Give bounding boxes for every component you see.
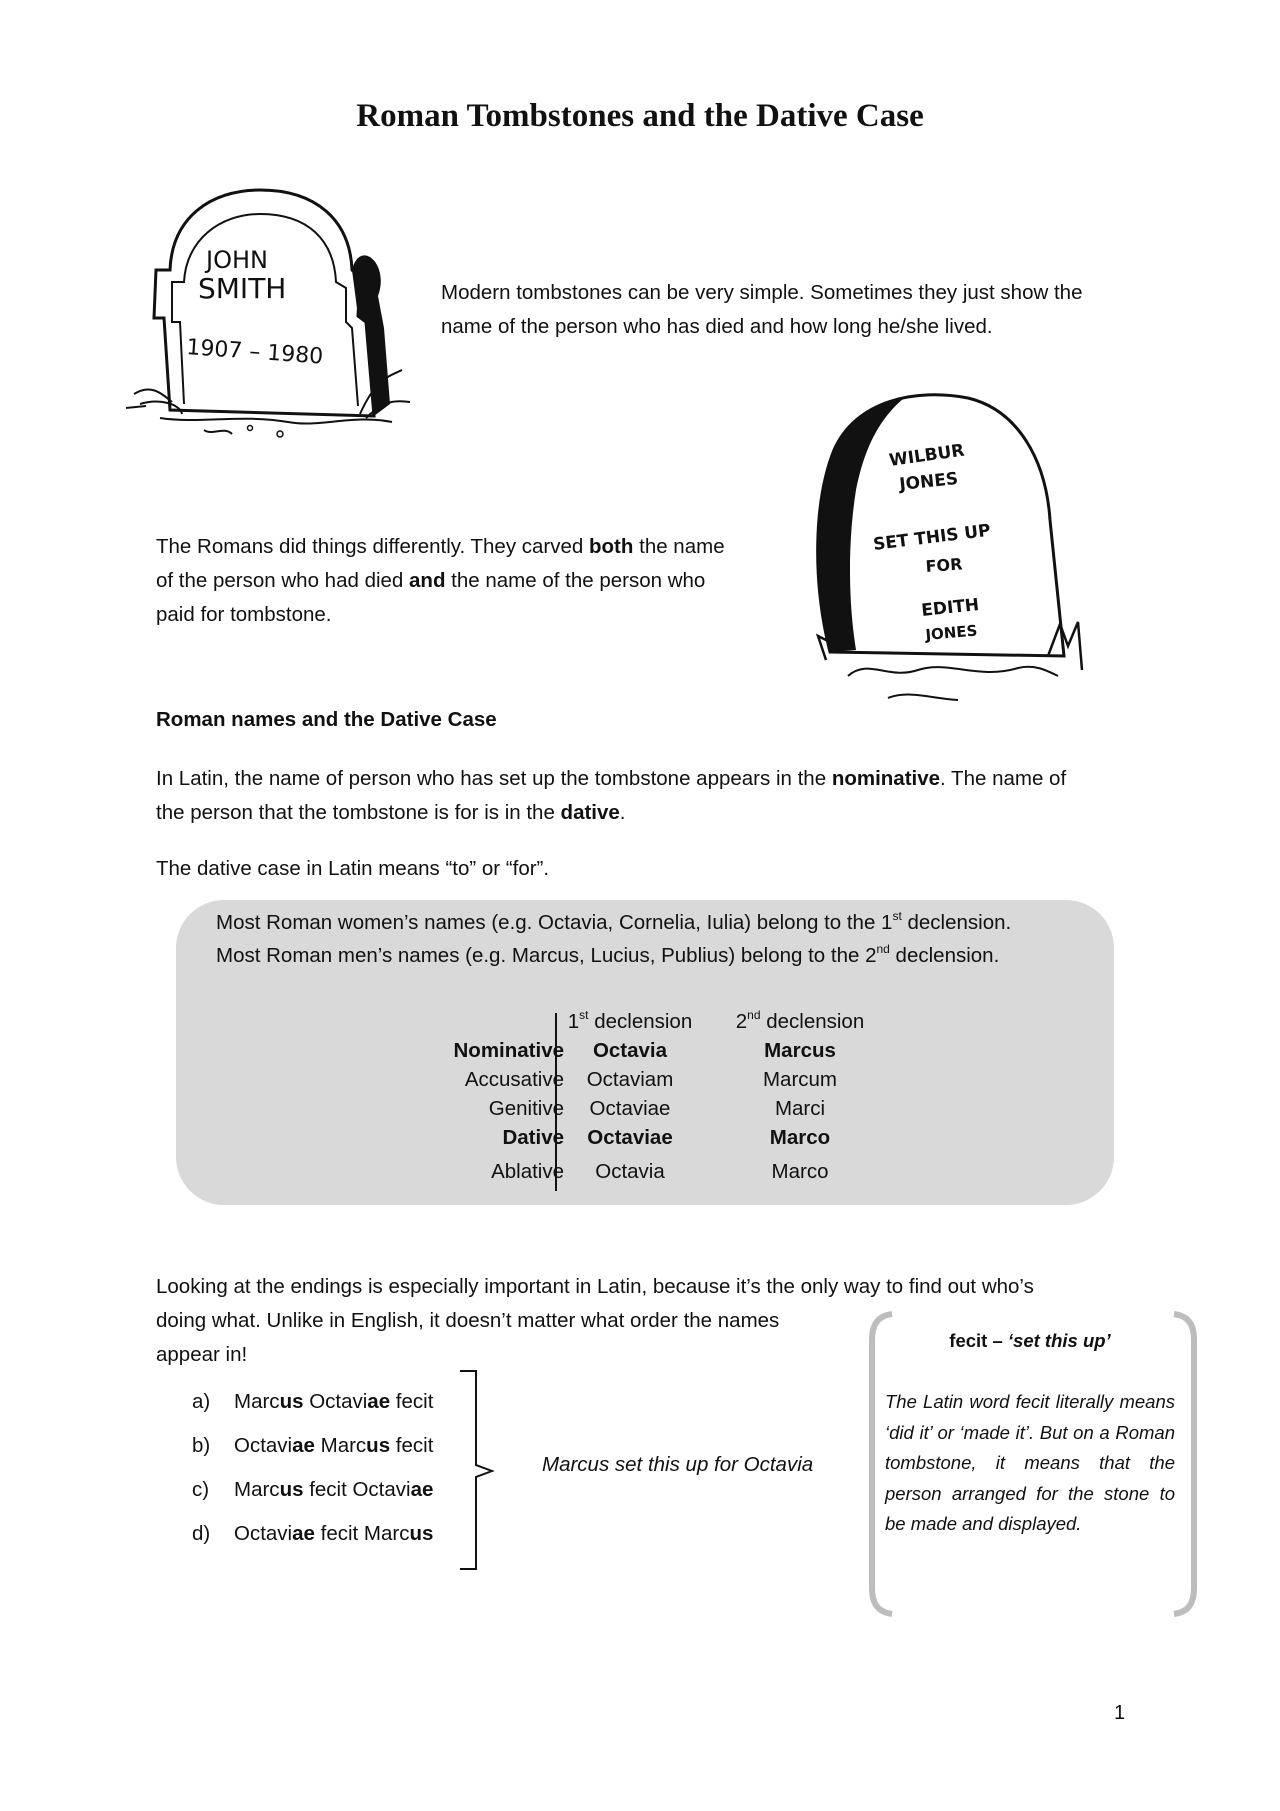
curly-brace-icon [458,1369,498,1573]
table-row: Accusative Octaviam Marcum [464,1068,838,1091]
modern-tombstone-dates: 1907 – 1980 [185,335,324,370]
table-row: Genitive Octaviae Marci [488,1097,826,1120]
table-row: Nominative Octavia Marcus [453,1039,836,1062]
table-header-row [360,1010,1020,1039]
roman-tombstone-line6: JONES [924,621,979,644]
roman-tombstone-line1: WILBUR [887,440,966,471]
list-item: c) Marcus fecit Octaviae [192,1478,434,1501]
modern-tombstone-last-name: SMITH [198,272,287,305]
section-heading: Roman names and the Dative Case [156,708,497,731]
roman-tombstone-line4: FOR [924,554,964,576]
roman-tombstone-illustration [808,380,1108,720]
latin-paragraph: In Latin, the name of person who has set up the tombstone appears in the nominative. The name of the person that the tombstone is for is in the dative. [156,767,1067,824]
modern-tombstone-first-name: JOHN [206,246,268,274]
fecit-note-title: fecit – ‘set this up’ [949,1330,1111,1351]
declension-table [360,1010,1020,1189]
endings-paragraph: Looking at the endings is especially important in Latin, because it’s the only way to find out who’s doing what. Unlike in English, it doesn’t matter what order the names appear in! [156,1275,1034,1366]
examples-list [192,1390,433,1566]
header-first-declension: 1st declension [567,1008,693,1033]
fecit-note-text: The Latin word fecit literally means ‘did it’ or ‘made it’. But on a Roman tombstone, it means that the person arranged for the stone to be made and displayed. [885,1391,1175,1534]
women-names-note: Most Roman women’s names (e.g. Octavia, Cornelia, Iulia) belong to the 1st declension. [216,909,1012,934]
dative-meaning-text: The dative case in Latin means “to” or “for”. [156,857,550,880]
page-title: Roman Tombstones and the Dative Case [356,98,924,134]
header-second-declension: 2nd declension [735,1008,865,1033]
table-row: Dative Octaviae Marco [502,1126,831,1149]
page-number: 1 [1114,1702,1126,1724]
table-row: Ablative Octavia Marco [491,1160,829,1183]
intro-paragraph: Modern tombstones can be very simple. Sometimes they just show the name of the person who has died and how long he/she lived. [441,281,1083,338]
romans-paragraph: The Romans did things differently. They carved both the name of the person who had died and the name of the person who paid for tombstone. [156,535,725,626]
list-item: b) Octaviae Marcus fecit [192,1434,434,1457]
list-item: d) Octaviae fecit Marcus [192,1522,434,1545]
modern-tombstone-illustration [120,178,410,440]
roman-tombstone-line3: SET THIS UP [872,520,992,555]
translation-text: Marcus set this up for Octavia [542,1453,814,1476]
list-item: a) Marcus Octaviae fecit [192,1390,434,1413]
men-names-note: Most Roman men’s names (e.g. Marcus, Lucius, Publius) belong to the 2nd declension. [216,942,1000,967]
roman-tombstone-line5: EDITH [920,595,981,621]
roman-tombstone-line2: JONES [898,468,960,495]
